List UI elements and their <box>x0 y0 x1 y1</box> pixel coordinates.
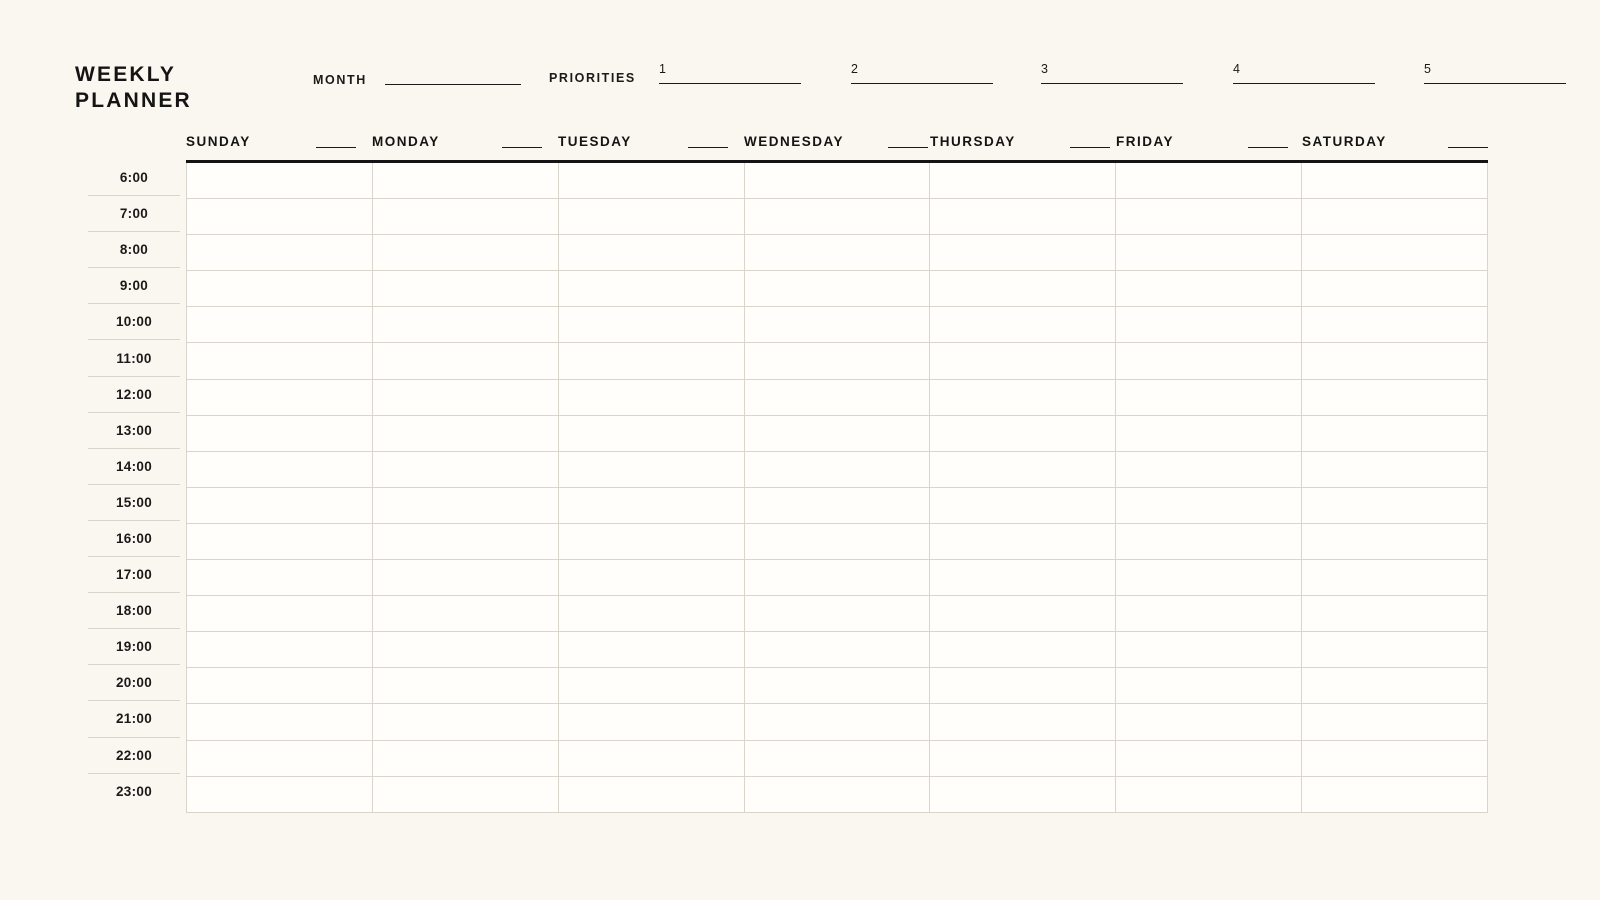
schedule-cell[interactable] <box>745 343 931 379</box>
schedule-row <box>186 271 1488 307</box>
schedule-cell[interactable] <box>745 307 931 343</box>
schedule-cell[interactable] <box>186 199 373 235</box>
schedule-cell[interactable] <box>1302 343 1488 379</box>
schedule-cell[interactable] <box>373 524 559 560</box>
priority-input-3[interactable] <box>1041 82 1183 84</box>
schedule-cell[interactable] <box>186 163 373 199</box>
priority-item-3 <box>1041 63 1183 84</box>
time-row <box>88 738 180 774</box>
schedule-cell[interactable] <box>373 632 559 668</box>
day-name-tuesday: TUESDAY <box>558 134 632 149</box>
time-row <box>88 557 180 593</box>
schedule-row <box>186 704 1488 740</box>
schedule-cell[interactable] <box>559 163 745 199</box>
schedule-cell[interactable] <box>559 488 745 524</box>
schedule-cell[interactable] <box>559 271 745 307</box>
schedule-cell[interactable] <box>1116 777 1302 813</box>
time-row <box>88 413 180 449</box>
schedule-cell[interactable] <box>930 380 1116 416</box>
priority-input-4[interactable] <box>1233 82 1375 84</box>
schedule-cell[interactable] <box>559 307 745 343</box>
schedule-row <box>186 416 1488 452</box>
schedule-cell[interactable] <box>373 380 559 416</box>
schedule-cell[interactable] <box>1116 704 1302 740</box>
schedule-cell[interactable] <box>1116 596 1302 632</box>
priority-number-2: 2 <box>851 62 858 76</box>
schedule-cell[interactable] <box>745 560 931 596</box>
schedule-cell[interactable] <box>930 668 1116 704</box>
day-name-monday: MONDAY <box>372 134 440 149</box>
schedule-cell[interactable] <box>1302 632 1488 668</box>
time-row <box>88 232 180 268</box>
schedule-cell[interactable] <box>930 524 1116 560</box>
time-label: 21:00 <box>115 711 153 727</box>
schedule-cell[interactable] <box>745 596 931 632</box>
schedule-cell[interactable] <box>1302 704 1488 740</box>
schedule-cell[interactable] <box>745 524 931 560</box>
day-heading-thursday <box>930 132 1116 156</box>
schedule-cell[interactable] <box>1302 307 1488 343</box>
schedule-cell[interactable] <box>930 741 1116 777</box>
priority-input-1[interactable] <box>659 82 801 84</box>
schedule-cell[interactable] <box>745 668 931 704</box>
schedule-cell[interactable] <box>1116 452 1302 488</box>
time-label: 14:00 <box>115 458 153 474</box>
schedule-cell[interactable] <box>1116 163 1302 199</box>
time-row <box>88 593 180 629</box>
priorities-group <box>549 62 1525 111</box>
day-date-input-sunday[interactable] <box>316 146 356 148</box>
schedule-cell[interactable] <box>930 163 1116 199</box>
time-label: 17:00 <box>115 567 153 583</box>
time-label: 12:00 <box>115 386 153 402</box>
schedule-cell[interactable] <box>373 452 559 488</box>
month-field-group <box>313 71 543 89</box>
schedule-cell[interactable] <box>745 271 931 307</box>
time-row <box>88 160 180 196</box>
schedule-cell[interactable] <box>186 380 373 416</box>
page-title-line-1: WEEKLY <box>75 63 177 86</box>
schedule-cell[interactable] <box>559 524 745 560</box>
schedule-cell[interactable] <box>1116 668 1302 704</box>
time-label: 20:00 <box>115 675 153 691</box>
schedule-cell[interactable] <box>1116 524 1302 560</box>
schedule-cell[interactable] <box>1302 416 1488 452</box>
schedule-cell[interactable] <box>1302 452 1488 488</box>
priority-input-2[interactable] <box>851 82 993 84</box>
day-name-thursday: THURSDAY <box>930 134 1016 149</box>
planner-header <box>75 62 1525 122</box>
schedule-cell[interactable] <box>1302 488 1488 524</box>
schedule-cell[interactable] <box>930 235 1116 271</box>
day-name-friday: FRIDAY <box>1116 134 1175 149</box>
month-input[interactable] <box>385 83 521 85</box>
schedule-cell[interactable] <box>186 271 373 307</box>
schedule-cell[interactable] <box>1116 235 1302 271</box>
schedule-cell[interactable] <box>930 704 1116 740</box>
schedule-row <box>186 741 1488 777</box>
schedule-cell[interactable] <box>186 524 373 560</box>
schedule-cell[interactable] <box>373 343 559 379</box>
day-heading-saturday <box>1302 132 1488 156</box>
schedule-cell[interactable] <box>1116 632 1302 668</box>
schedule-cell[interactable] <box>559 380 745 416</box>
schedule-cell[interactable] <box>186 343 373 379</box>
priority-number-1: 1 <box>659 62 666 76</box>
priority-number-4: 4 <box>1233 62 1240 76</box>
schedule-cell[interactable] <box>186 704 373 740</box>
schedule-cell[interactable] <box>186 235 373 271</box>
day-heading-tuesday <box>558 132 744 156</box>
day-date-input-monday[interactable] <box>502 146 542 148</box>
schedule-cell[interactable] <box>930 777 1116 813</box>
schedule-cell[interactable] <box>745 163 931 199</box>
schedule-cell[interactable] <box>1116 380 1302 416</box>
schedule-cell[interactable] <box>930 488 1116 524</box>
schedule-cell[interactable] <box>745 777 931 813</box>
time-row <box>88 521 180 557</box>
schedule-cell[interactable] <box>1116 488 1302 524</box>
schedule-cell[interactable] <box>559 668 745 704</box>
time-label: 10:00 <box>115 314 153 330</box>
schedule-cell[interactable] <box>373 271 559 307</box>
time-label: 7:00 <box>119 206 149 222</box>
time-row <box>88 304 180 340</box>
schedule-cell[interactable] <box>930 596 1116 632</box>
schedule-cell[interactable] <box>930 452 1116 488</box>
schedule-cell[interactable] <box>373 560 559 596</box>
schedule-cell[interactable] <box>559 704 745 740</box>
schedule-cell[interactable] <box>373 488 559 524</box>
schedule-row <box>186 596 1488 632</box>
time-label: 15:00 <box>115 494 153 510</box>
schedule-cell[interactable] <box>930 199 1116 235</box>
schedule-row <box>186 632 1488 668</box>
priorities-label: PRIORITIES <box>549 71 636 85</box>
schedule-cell[interactable] <box>373 777 559 813</box>
schedule-cell[interactable] <box>745 416 931 452</box>
schedule-row <box>186 307 1488 343</box>
time-label: 23:00 <box>115 784 153 800</box>
schedule-cell[interactable] <box>186 560 373 596</box>
priority-item-4 <box>1233 63 1375 84</box>
time-label: 19:00 <box>115 639 153 655</box>
schedule-cell[interactable] <box>745 380 931 416</box>
schedule-cell[interactable] <box>1302 271 1488 307</box>
schedule-cell[interactable] <box>373 235 559 271</box>
time-row <box>88 485 180 521</box>
schedule-cell[interactable] <box>373 416 559 452</box>
time-column <box>88 160 180 810</box>
schedule-cell[interactable] <box>373 199 559 235</box>
day-heading-monday <box>372 132 558 156</box>
schedule-cell[interactable] <box>1302 524 1488 560</box>
schedule-row <box>186 488 1488 524</box>
schedule-cell[interactable] <box>559 560 745 596</box>
schedule-cell[interactable] <box>1302 235 1488 271</box>
schedule-cell[interactable] <box>1116 271 1302 307</box>
time-row <box>88 340 180 376</box>
day-heading-friday <box>1116 132 1302 156</box>
day-date-input-friday[interactable] <box>1248 146 1288 148</box>
schedule-cell[interactable] <box>559 199 745 235</box>
page-title <box>75 62 245 114</box>
schedule-cell[interactable] <box>1302 163 1488 199</box>
time-row <box>88 268 180 304</box>
schedule-cell[interactable] <box>1302 668 1488 704</box>
schedule-cell[interactable] <box>745 704 931 740</box>
time-row <box>88 629 180 665</box>
schedule-cell[interactable] <box>559 632 745 668</box>
page-title-line-2: PLANNER <box>75 89 192 113</box>
priority-number-5: 5 <box>1424 62 1431 76</box>
day-name-wednesday: WEDNESDAY <box>744 134 845 149</box>
schedule-cell[interactable] <box>559 452 745 488</box>
schedule-cell[interactable] <box>1302 560 1488 596</box>
time-label: 8:00 <box>119 242 149 258</box>
schedule-cell[interactable] <box>1302 199 1488 235</box>
schedule-cell[interactable] <box>373 668 559 704</box>
time-row <box>88 196 180 232</box>
schedule-cell[interactable] <box>186 596 373 632</box>
schedule-cell[interactable] <box>186 488 373 524</box>
schedule-cell[interactable] <box>559 777 745 813</box>
schedule-cell[interactable] <box>186 307 373 343</box>
schedule-cell[interactable] <box>1302 380 1488 416</box>
time-label: 6:00 <box>119 170 149 186</box>
schedule-cell[interactable] <box>186 632 373 668</box>
schedule-cell[interactable] <box>930 560 1116 596</box>
time-label: 11:00 <box>116 350 152 366</box>
schedule-cell[interactable] <box>1116 560 1302 596</box>
schedule-cell[interactable] <box>373 596 559 632</box>
schedule-cell[interactable] <box>745 632 931 668</box>
schedule-cell[interactable] <box>745 488 931 524</box>
schedule-cell[interactable] <box>930 271 1116 307</box>
schedule-cell[interactable] <box>373 307 559 343</box>
time-row <box>88 665 180 701</box>
schedule-cell[interactable] <box>930 416 1116 452</box>
schedule-row <box>186 235 1488 271</box>
schedule-cell[interactable] <box>373 163 559 199</box>
schedule-row <box>186 380 1488 416</box>
time-label: 22:00 <box>115 747 153 763</box>
schedule-row <box>186 524 1488 560</box>
schedule-cell[interactable] <box>1116 416 1302 452</box>
day-heading-sunday <box>186 132 372 156</box>
time-row <box>88 449 180 485</box>
schedule-cell[interactable] <box>1302 777 1488 813</box>
schedule-cell[interactable] <box>930 632 1116 668</box>
schedule-cell[interactable] <box>1302 741 1488 777</box>
schedule-cell[interactable] <box>373 704 559 740</box>
schedule-row <box>186 777 1488 813</box>
schedule-cell[interactable] <box>930 343 1116 379</box>
day-headings <box>186 132 1488 156</box>
schedule-cell[interactable] <box>559 596 745 632</box>
day-name-sunday: SUNDAY <box>186 134 251 149</box>
schedule-cell[interactable] <box>373 741 559 777</box>
schedule-cell[interactable] <box>1116 307 1302 343</box>
schedule-cell[interactable] <box>186 452 373 488</box>
schedule-cell[interactable] <box>745 235 931 271</box>
schedule-cell[interactable] <box>1116 199 1302 235</box>
month-label: MONTH <box>313 72 367 87</box>
time-row <box>88 701 180 737</box>
priority-number-3: 3 <box>1041 62 1048 76</box>
schedule-cell[interactable] <box>186 741 373 777</box>
schedule-cell[interactable] <box>745 452 931 488</box>
schedule-row <box>186 560 1488 596</box>
priority-item-5 <box>1424 63 1566 84</box>
day-date-input-saturday[interactable] <box>1448 146 1488 148</box>
schedule-cell[interactable] <box>745 199 931 235</box>
day-date-input-thursday[interactable] <box>1070 146 1110 148</box>
day-heading-wednesday <box>744 132 930 156</box>
time-row <box>88 774 180 810</box>
schedule-row <box>186 199 1488 235</box>
schedule-cell[interactable] <box>186 668 373 704</box>
time-label: 13:00 <box>115 422 153 438</box>
day-date-input-wednesday[interactable] <box>888 146 928 148</box>
schedule-cell[interactable] <box>930 307 1116 343</box>
schedule-row <box>186 343 1488 379</box>
time-label: 16:00 <box>115 530 153 546</box>
schedule-cell[interactable] <box>559 416 745 452</box>
schedule-row <box>186 668 1488 704</box>
priority-input-5[interactable] <box>1424 82 1566 84</box>
schedule-grid <box>186 160 1488 813</box>
schedule-cell[interactable] <box>1302 596 1488 632</box>
time-row <box>88 377 180 413</box>
schedule-cell[interactable] <box>745 741 931 777</box>
day-date-input-tuesday[interactable] <box>688 146 728 148</box>
schedule-cell[interactable] <box>1116 343 1302 379</box>
time-label: 18:00 <box>115 603 153 619</box>
schedule-cell[interactable] <box>559 343 745 379</box>
schedule-cell[interactable] <box>186 416 373 452</box>
schedule-cell[interactable] <box>559 235 745 271</box>
schedule-cell[interactable] <box>1116 741 1302 777</box>
schedule-cell[interactable] <box>559 741 745 777</box>
priority-item-1 <box>659 63 801 84</box>
priority-item-2 <box>851 63 993 84</box>
time-label: 9:00 <box>119 278 149 294</box>
day-name-saturday: SATURDAY <box>1302 134 1387 149</box>
schedule-row <box>186 163 1488 199</box>
schedule-row <box>186 452 1488 488</box>
schedule-cell[interactable] <box>186 777 373 813</box>
